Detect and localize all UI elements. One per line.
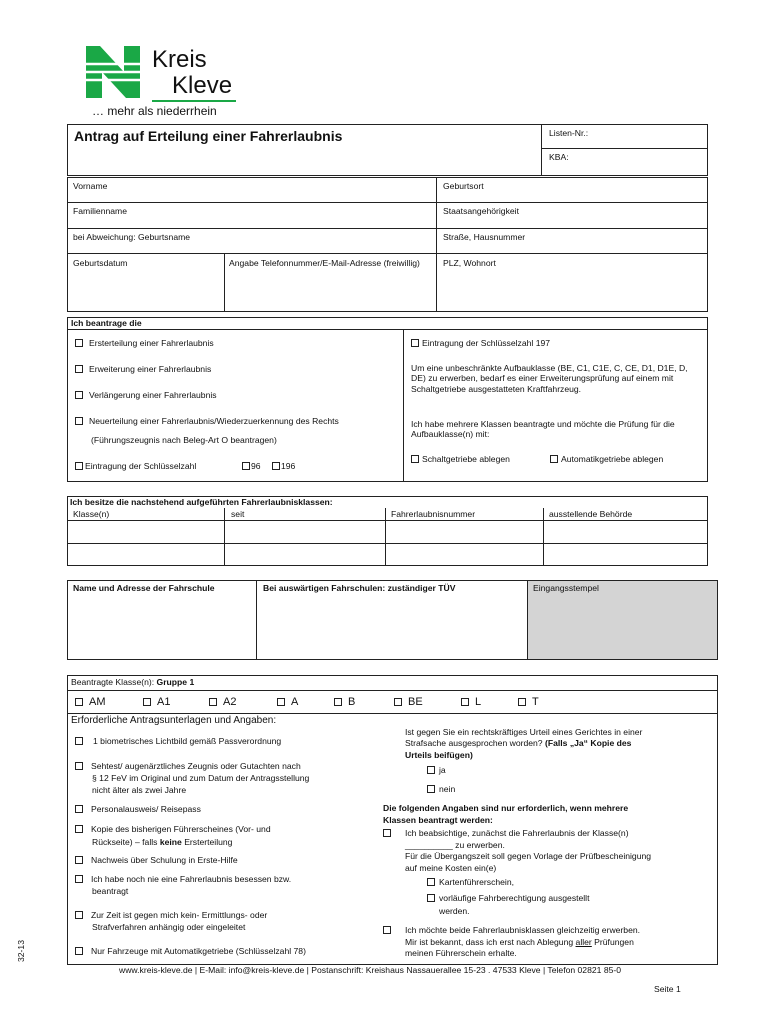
klasse-be-label: BE (408, 696, 423, 708)
schaltgetriebe-label: Schaltgetriebe ablegen (422, 454, 510, 464)
familienname-field[interactable]: Familienname (73, 206, 127, 216)
kontakt-field[interactable]: Angabe Telefonnummer/E-Mail-Adresse (freiwillig) (229, 258, 420, 268)
checkbox[interactable] (75, 391, 83, 399)
klasse-l[interactable] (461, 696, 481, 709)
neuerteilung-label: Neuerteilung einer Fahrerlaubnis/Wiederzuerkennung des Rechts (89, 416, 339, 426)
nie-besessen-option[interactable] (75, 874, 291, 884)
kopie-option[interactable] (75, 824, 271, 834)
kopie-line2-bold: keine (159, 837, 182, 847)
col-seit: seit (231, 509, 245, 519)
schluesselzahl-label: Eintragung der Schlüsselzahl (85, 461, 197, 471)
absicht-line2: __________ zu erwerben. (405, 840, 505, 850)
checkbox[interactable] (75, 825, 83, 833)
col-behoerde: ausstellende Behörde (549, 509, 633, 519)
lichtbild-option[interactable] (75, 736, 281, 746)
vorlaeufig-line2: werden. (439, 906, 470, 916)
aufbau-text: Um eine unbeschränkte Aufbauklasse (BE, C1, C1E, C, CE, D1, D1E, D, DE) zu erwerben, bedarf es einer Erweiterungsprüfung auf einem mit Schaltgetriebe ausgestatteten Kraftfahrzeug. (411, 363, 688, 394)
checkbox[interactable] (143, 698, 151, 706)
sehtest-line2: § 12 FeV im Original und zum Datum der Antragsstellung (92, 773, 310, 783)
checkbox[interactable] (75, 417, 83, 425)
checkbox[interactable] (209, 698, 217, 706)
sz196-option[interactable] (272, 461, 295, 471)
geburtsort-field[interactable]: Geburtsort (443, 181, 484, 191)
klasse-am-label: AM (89, 696, 106, 708)
listen-nr-label: Listen-Nr.: (549, 128, 589, 138)
fahrschule-name-label: Name und Adresse der Fahrschule (73, 583, 215, 593)
erweiterung-option[interactable] (75, 364, 211, 374)
sehtest-label: Sehtest/ augenärztliches Zeugnis oder Gutachten nach (91, 761, 301, 771)
checkbox[interactable] (427, 894, 435, 902)
ausweis-label: Personalausweis/ Reisepass (91, 804, 201, 814)
klasse-a2-label: A2 (223, 696, 237, 708)
checkbox[interactable] (242, 462, 250, 470)
erstehilfe-option[interactable] (75, 855, 238, 865)
besitz-header: Ich besitze die nachstehend aufgeführten Fahrerlaubnisklassen: (70, 497, 333, 507)
logo-kleve: Kleve (172, 72, 233, 99)
erstehilfe-label: Nachweis über Schulung in Erste-Hilfe (91, 855, 238, 865)
checkbox[interactable] (334, 698, 342, 706)
checkbox[interactable] (75, 762, 83, 770)
checkbox[interactable] (277, 698, 285, 706)
verfahren-line2: Strafverfahren anhängig oder eingeleitet (92, 922, 246, 932)
eingangsstempel-label: Eingangsstempel (533, 583, 599, 593)
ja-label: ja (439, 765, 446, 775)
page-title: Antrag auf Erteilung einer Fahrerlaubnis (74, 128, 343, 144)
checkbox[interactable] (75, 856, 83, 864)
urteil-line1: Ist gegen Sie ein rechtskräftiges Urteil eines Gerichtes in einer (405, 727, 643, 737)
checkbox[interactable] (75, 462, 83, 470)
klasse-l-label: L (475, 696, 482, 708)
erweiterung-label: Erweiterung einer Fahrerlaubnis (89, 364, 212, 374)
unterlagen-header: Erforderliche Antragsunterlagen und Angaben: (71, 715, 277, 726)
absicht-label: Ich beabsichtige, zunächst die Fahrerlaubnis der Klasse(n) (405, 828, 629, 838)
gleichzeitig-line2-b: Prüfungen (591, 937, 634, 947)
kopie-line2 (92, 837, 232, 847)
verfahren-option[interactable] (75, 910, 267, 920)
ersterteilung-label: Ersterteilung einer Fahrerlaubnis (89, 338, 214, 348)
karten-label: Kartenführerschein, (439, 877, 514, 887)
sz96-label: 96 (251, 461, 261, 471)
logo-tagline: … mehr als niederrhein (92, 104, 217, 118)
klasse-am[interactable] (75, 696, 106, 709)
checkbox[interactable] (75, 805, 83, 813)
checkbox[interactable] (383, 926, 391, 934)
schluesselzahl-option[interactable] (75, 461, 196, 471)
checkbox[interactable] (75, 911, 83, 919)
sz197-label: Eintragung der Schlüsselzahl 197 (422, 338, 551, 348)
kba-label: KBA: (549, 152, 569, 162)
beantrage-header: Ich beantrage die (71, 318, 142, 328)
automatikgetriebe-label: Automatikgetriebe ablegen (561, 454, 664, 464)
klasse-b[interactable] (334, 696, 355, 709)
klasse-b-label: B (348, 696, 356, 708)
checkbox[interactable] (75, 947, 83, 955)
klasse-a2[interactable] (209, 696, 236, 709)
klasse-a1[interactable] (143, 696, 170, 709)
sz197-option[interactable] (411, 338, 550, 348)
schaltgetriebe-option[interactable] (411, 454, 510, 464)
page-number: Seite 1 (654, 984, 681, 994)
urteil-line2 (405, 738, 631, 748)
automatik78-label: Nur Fahrzeuge mit Automatikgetriebe (Schlüsselzahl 78) (91, 946, 306, 956)
kopie-line2-a: Rückseite) – falls (92, 837, 160, 847)
vorlaeufig-option[interactable] (427, 893, 589, 903)
gruppe-label-text: Beantragte Klasse(n): (71, 677, 155, 687)
plz-wohnort-field[interactable]: PLZ, Wohnort (443, 258, 496, 268)
checkbox[interactable] (75, 698, 83, 706)
checkbox[interactable] (383, 829, 391, 837)
checkbox[interactable] (550, 455, 558, 463)
checkbox[interactable] (427, 878, 435, 886)
nein-label: nein (439, 784, 456, 794)
col-fahrerlaubnisnummer: Fahrerlaubnisnummer (391, 509, 476, 519)
sehtest-option[interactable] (75, 761, 301, 771)
checkbox[interactable] (427, 785, 435, 793)
automatikgetriebe-option[interactable] (550, 454, 663, 464)
kopie-line2-b: Ersterteilung (181, 837, 233, 847)
urteil-line2-text: Strafsache ausgesprochen worden? (405, 738, 545, 748)
logo-kreis: Kreis (152, 46, 207, 73)
gleichzeitig-line2-a: Mir ist bekannt, dass ich erst nach Ablegung (405, 937, 576, 947)
checkbox[interactable] (461, 698, 469, 706)
klasse-a-label: A (291, 696, 299, 708)
checkbox[interactable] (394, 698, 402, 706)
klasse-t[interactable] (518, 696, 539, 709)
verfahren-label: Zur Zeit ist gegen mich kein- Ermittlungs- oder (91, 910, 268, 920)
geburtsname-field[interactable]: bei Abweichung: Geburtsname (73, 232, 191, 242)
absicht-line4: auf meine Kosten ein(e) (405, 863, 497, 873)
absicht-line3: Für die Übergangszeit soll gegen Vorlage der Prüfbescheinigung (405, 851, 652, 861)
tuev-label: Bei auswärtigen Fahrschulen: zuständiger TÜV (263, 583, 456, 593)
checkbox[interactable] (411, 455, 419, 463)
fuehrungszeugnis-note: (Führungszeugnis nach Beleg-Art O beantragen) (91, 435, 277, 445)
kopie-label: Kopie des bisherigen Führerscheines (Vor- und (91, 824, 271, 834)
automatik78-option[interactable] (75, 946, 306, 956)
side-code: 32-13 (16, 940, 26, 962)
sehtest-line3: nicht älter als zwei Jahre (92, 785, 187, 795)
vorname-field[interactable]: Vorname (73, 181, 108, 191)
urteil-nein-option[interactable] (427, 784, 455, 794)
urteil-ja-option[interactable] (427, 765, 446, 775)
karten-option[interactable] (427, 877, 514, 887)
col-klasse: Klasse(n) (73, 509, 110, 519)
gruppe-label (71, 677, 194, 687)
absicht-option[interactable] (383, 828, 629, 838)
footer-contact: www.kreis-kleve.de | E-Mail: info@kreis-kleve.de | Postanschrift: Kreishaus Nassauerallee 15-23 . 47533 Kleve | Telefon 02821 85-0 (119, 965, 622, 975)
folgende-line1: Die folgenden Angaben sind nur erforderlich, wenn mehrere (383, 803, 629, 813)
checkbox[interactable] (75, 365, 83, 373)
gleichzeitig-line3: meinen Führerschein erhalte. (405, 948, 517, 958)
checkbox[interactable] (75, 339, 83, 347)
ausweis-option[interactable] (75, 804, 201, 814)
gleichzeitig-label: Ich möchte beide Fahrerlaubnisklassen gleichzeitig erwerben. (405, 925, 641, 935)
gleichzeitig-option[interactable] (383, 925, 640, 935)
checkbox[interactable] (272, 462, 280, 470)
urteil-line3: Urteils beifügen) (405, 750, 473, 760)
vorlaeufig-label: vorläufige Fahrberechtigung ausgestellt (439, 893, 590, 903)
klasse-be[interactable] (394, 696, 423, 709)
ersterteilung-option[interactable] (75, 338, 214, 348)
checkbox[interactable] (518, 698, 526, 706)
geburtsdatum-field[interactable]: Geburtsdatum (73, 258, 128, 268)
lichtbild-label: 1 biometrisches Lichtbild gemäß Passverordnung (93, 736, 282, 746)
personal-data-box (67, 177, 708, 312)
verlaengerung-option[interactable] (75, 390, 217, 400)
sz96-option[interactable] (242, 461, 261, 471)
folgende-line2: Klassen beantragt werden: (383, 815, 493, 825)
staatsangehoerigkeit-field[interactable]: Staatsangehörigkeit (443, 206, 519, 216)
kreis-kleve-logo (82, 42, 252, 120)
checkbox[interactable] (411, 339, 419, 347)
sz196-label: 196 (281, 461, 296, 471)
kreis-kleve-logo-icon (82, 42, 144, 102)
nie-besessen-line2: beantragt (92, 886, 129, 896)
nie-besessen-label: Ich habe noch nie eine Fahrerlaubnis besessen bzw. (91, 874, 292, 884)
urteil-bold-1: (Falls „Ja“ Kopie des (544, 738, 632, 748)
checkbox[interactable] (75, 875, 83, 883)
checkbox[interactable] (427, 766, 435, 774)
gleichzeitig-line2 (405, 937, 634, 947)
checkbox[interactable] (75, 737, 83, 745)
pruefung-text: Ich habe mehrere Klassen beantragte und möchte die Prüfung für die Aufbauklasse(n) mit: (411, 419, 675, 440)
neuerteilung-option[interactable] (75, 416, 339, 426)
klasse-t-label: T (532, 696, 539, 708)
logo-underline (152, 100, 236, 102)
verlaengerung-label: Verlängerung einer Fahrerlaubnis (89, 390, 217, 400)
gruppe-value: Gruppe 1 (156, 677, 195, 687)
strasse-field[interactable]: Straße, Hausnummer (443, 232, 526, 242)
klasse-a1-label: A1 (157, 696, 171, 708)
gleichzeitig-underline: aller (575, 937, 592, 947)
klasse-a[interactable] (277, 696, 298, 709)
